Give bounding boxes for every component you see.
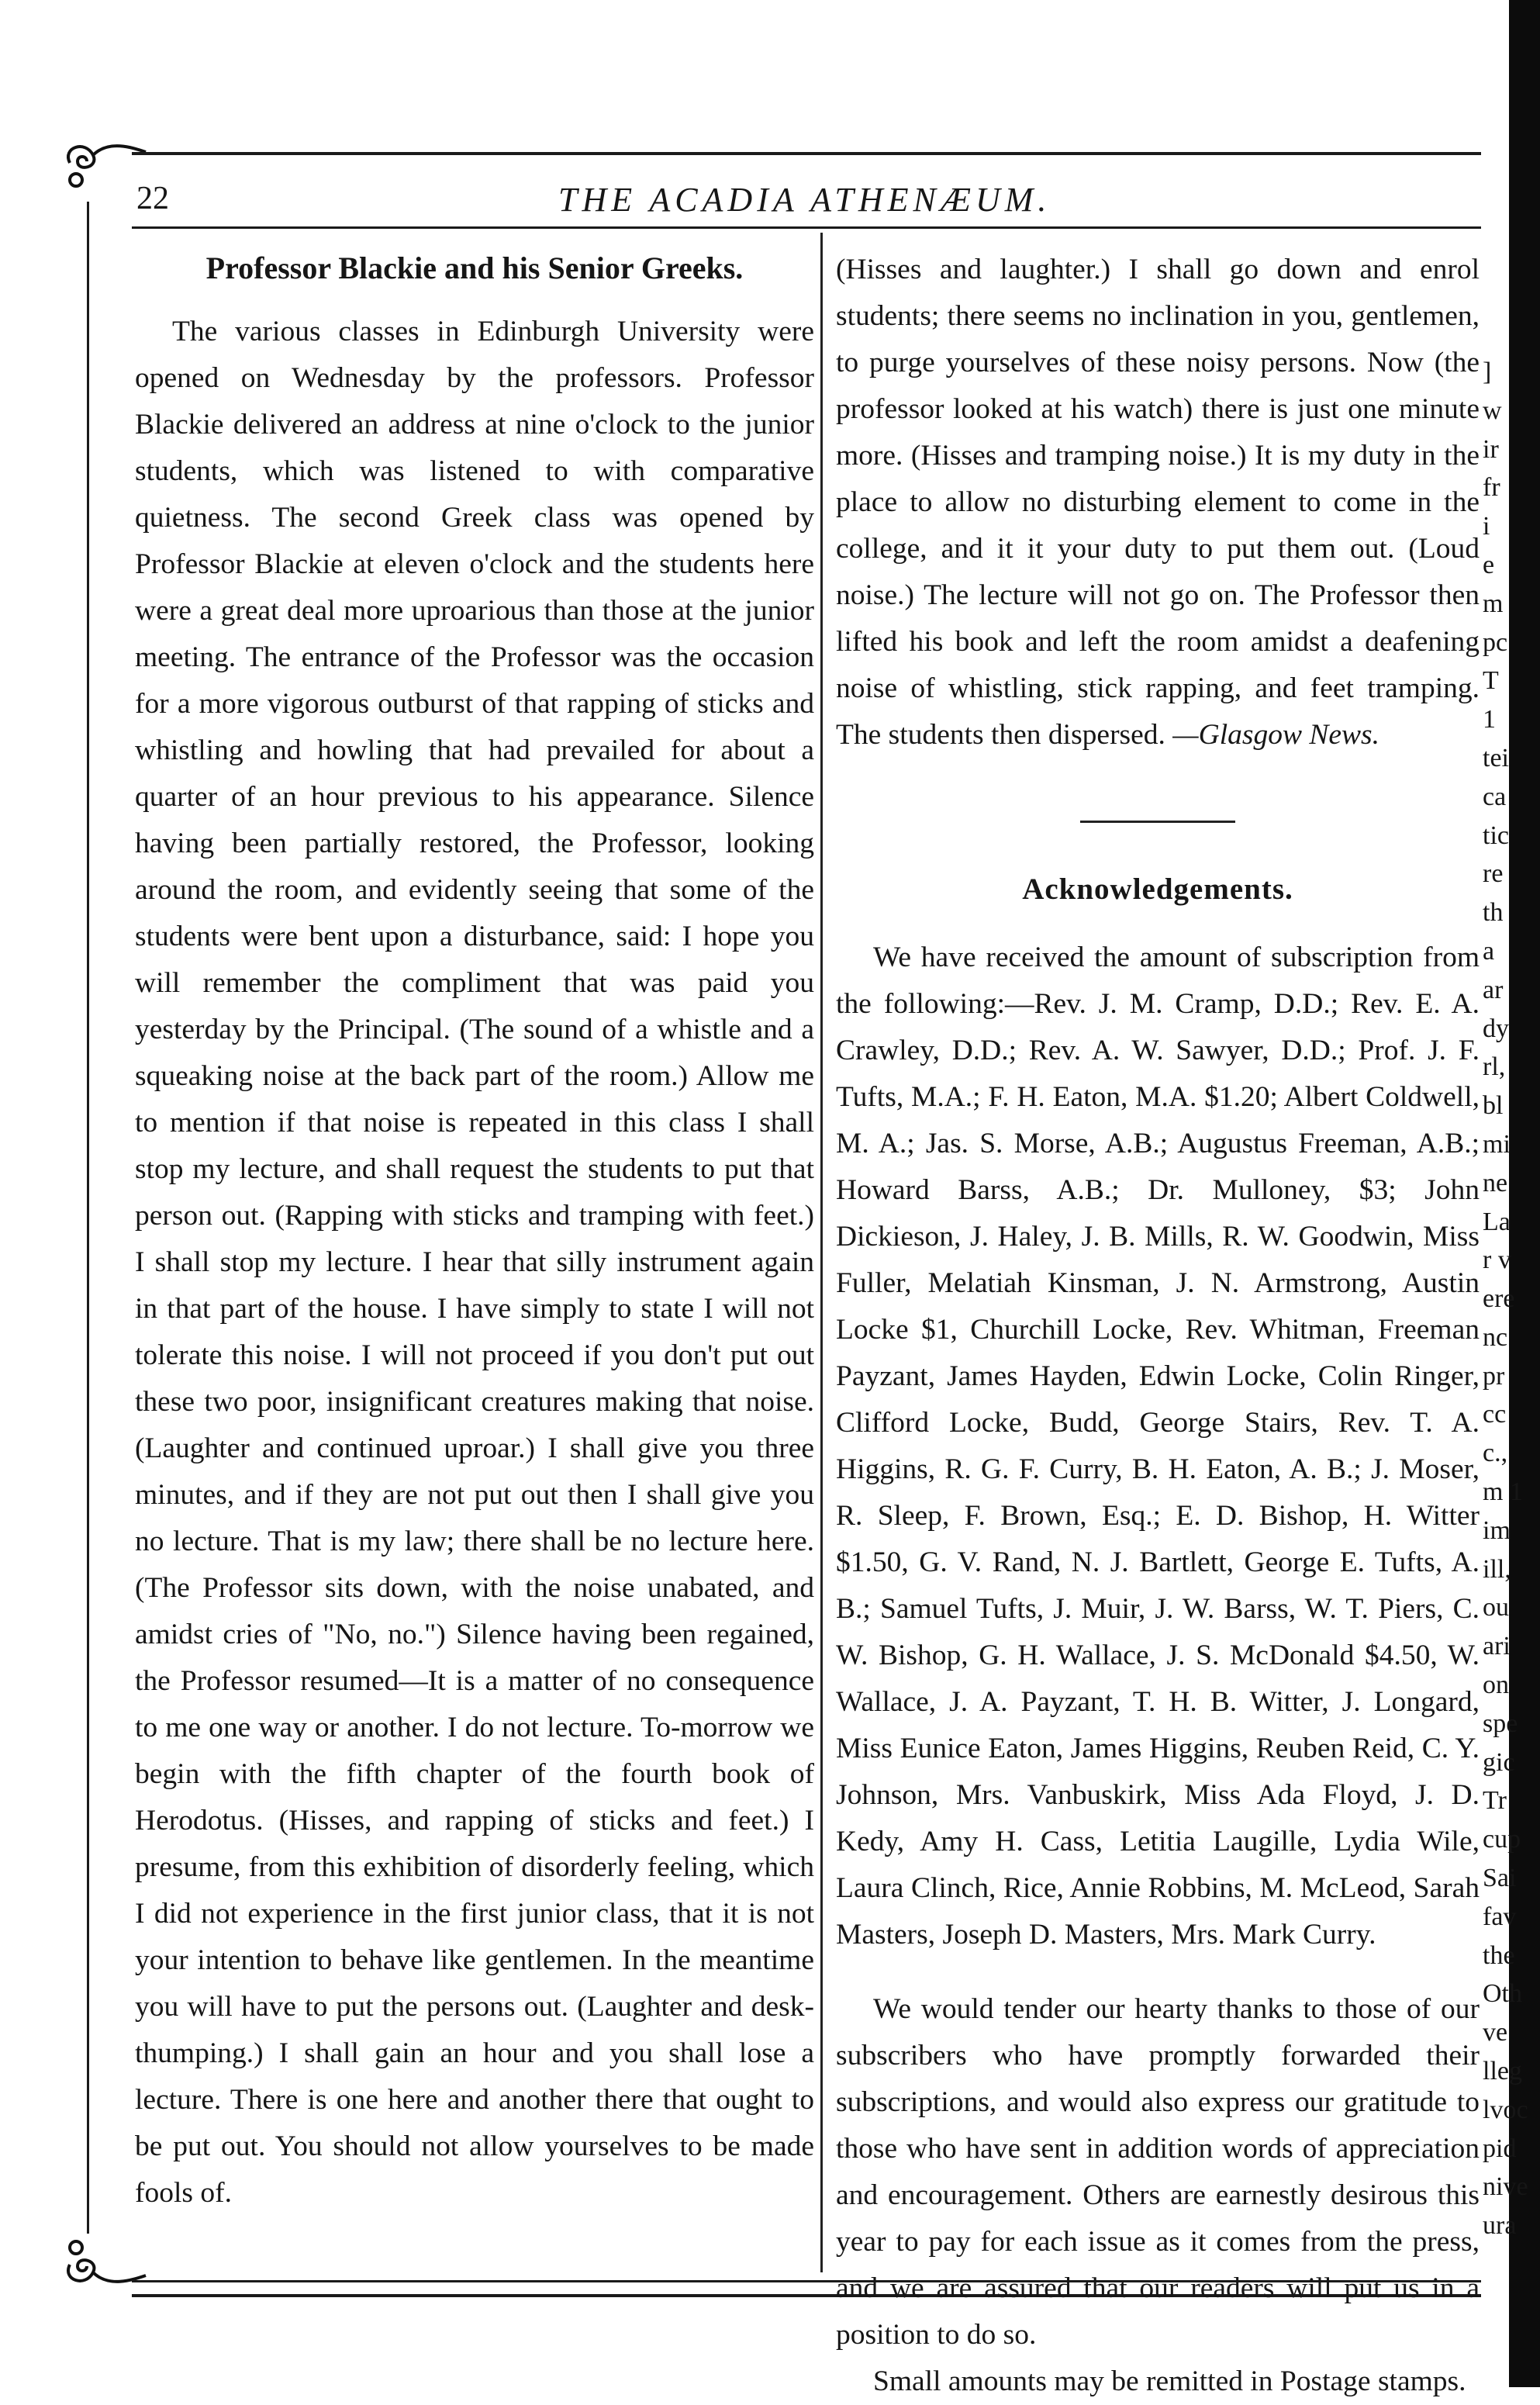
adjacent-page-fragment: cup	[1483, 1825, 1521, 1854]
continuation-text: (Hisses and laughter.) I shall go down and enrol students; there seems no inclination in you, gentlemen, to purge yourselves of these noisy persons. Now (the professor looked at his watch) there is just one minute more. (Hisses and tramping noise.) It is my duty in the place to allow no disturbing element to come in the college, and it it your duty to put them out. (Loud noise.) The lecture will not go on. The Professor then lifted his book and left the room amidst a deafening noise of whistling, stick rapping, and feet tramping. The students then dispersed.	[836, 254, 1480, 751]
adjacent-page-fragment: ere	[1483, 1284, 1515, 1314]
adjacent-page-fragment: Tr	[1483, 1786, 1507, 1816]
adjacent-page-fragment: pc	[1483, 627, 1508, 657]
column-divider	[820, 233, 823, 2272]
adjacent-page-fragment: tic	[1483, 821, 1509, 850]
header-rule-top	[132, 152, 1481, 155]
running-title: THE ACADIA ATHENÆUM.	[558, 181, 1051, 219]
adjacent-page-fragment: ari	[1483, 1632, 1511, 1661]
adjacent-page-fragment: lleg	[1483, 2057, 1522, 2086]
adjacent-page-fragment: on	[1483, 1671, 1509, 1700]
ornament-top-left-icon	[54, 124, 147, 194]
adjacent-page-fragment: w	[1483, 396, 1502, 425]
adjacent-page-fragment: m 1	[1483, 1477, 1523, 1507]
adjacent-page-fragment: the	[1483, 1940, 1515, 1970]
source-credit: —Glasgow News.	[1172, 719, 1380, 751]
left-column	[135, 247, 814, 2217]
section-divider	[1080, 821, 1235, 823]
adjacent-page-fragment: Oth	[1483, 1979, 1522, 2009]
right-column	[836, 247, 1480, 2405]
adjacent-page-fragment: ou	[1483, 1593, 1509, 1622]
adjacent-page-fragment: cc	[1483, 1400, 1507, 1429]
adjacent-page-fragment: nive	[1483, 2172, 1528, 2202]
adjacent-page-fragment: dy	[1483, 1014, 1509, 1043]
small-amounts-note: Small amounts may be remitted in Postage stamps.	[873, 2365, 1466, 2397]
adjacent-page-fragment: th	[1483, 898, 1504, 928]
adjacent-page-fragment: ]	[1483, 358, 1492, 386]
left-border-rule	[87, 202, 89, 2234]
adjacent-page-fragment: ar	[1483, 975, 1504, 1004]
adjacent-page-fragment: fr	[1483, 473, 1500, 503]
thanks-paragraph: We would tender our hearty thanks to those of our subscribers who have promptly forwarded their subscriptions, and would also express our gratitude to those who have sent in addition words of appreciation and encouragement. Others are earnestly desirous this year to pay for each issue as it comes from the press, and we are assured that our readers will put us in a position to do so.	[836, 1993, 1480, 2351]
adjacent-page-fragment: 1	[1483, 705, 1496, 734]
adjacent-page-fragment: mi	[1483, 1129, 1511, 1159]
adjacent-page-fragment: ve	[1483, 2018, 1508, 2047]
page-gutter-shadow	[1509, 0, 1540, 2387]
article-body: The various classes in Edinburgh University were opened on Wednesday by the professors. Professor Blackie delivered an address at nine o'clock to the junior students, which was listened to with comparative quietness. The second Greek class was opened by Professor Blackie at eleven o'clock and the students here were a great deal more uproarious than those at the junior meeting. The entrance of the Professor was the occasion for a more vigorous outburst of that rapping of sticks and whistling and howling that had prevailed for about a quarter of an hour previous to his appearance. Silence having been partially restored, the Professor, looking around the room, and evidently seeing that some of the students were bent upon a disturbance, said: I hope you will remember the compliment that was paid you yesterday by the Principal. (The sound of a whistle and a squeaking noise at the back part of the room.) Allow me to mention if that noise is repeated in this class I shall stop my lecture, and shall request the students to put that person out. (Rapping with sticks and tramping with feet.) I shall stop my lecture. I hear that silly instrument again in that part of the house. I have simply to state I will not tolerate this noise. I will not proceed if you don't put out these two poor, insignificant creatures making that noise. (Laughter and continued uproar.) I shall give you three minutes, and if they are not put out then I shall give you no lecture. That is my law; there shall be no lecture here. (The Professor sits down, with the noise unabated, and amidst cries of "No, no.") Silence having been regained, the Professor resumed—It is a matter of no consequence to me one way or another. I do not lecture. To-morrow we begin with the fifth chapter of the fourth book of Herodotus. (Hisses, and rapping of sticks and feet.) I presume, from this exhibition of disorderly feeling, which I did not experience in the first junior class, that it is not your intention to behave like gentlemen. In the meantime you will have to put the persons out. (Laughter and desk-thumping.) I shall gain an hour and you shall lose a lecture. There is one here and another there that ought to be put out. You should not allow yourselves to be made fools of.	[135, 316, 814, 2209]
adjacent-page-fragment: fav	[1483, 1902, 1517, 1931]
adjacent-page-fragment: tei	[1483, 743, 1509, 772]
adjacent-page-fragment: re	[1483, 859, 1504, 889]
adjacent-page-fragment: gic	[1483, 1747, 1515, 1777]
acknowledgements-heading: Acknowledgements.	[1022, 873, 1293, 906]
adjacent-page-fragment: La	[1483, 1207, 1511, 1236]
header-rule-bottom	[132, 226, 1481, 229]
adjacent-page-fragment: im	[1483, 1515, 1511, 1545]
adjacent-page-fragment: nc	[1483, 1322, 1508, 1352]
adjacent-page-fragment: lvoc	[1483, 2095, 1528, 2124]
ornament-bottom-left-icon	[54, 2234, 147, 2303]
adjacent-page-fragment: r v	[1483, 1246, 1511, 1275]
article-headline: Professor Blackie and his Senior Greeks.	[205, 251, 744, 285]
adjacent-page-fragment: m	[1483, 589, 1504, 618]
adjacent-page-fragment: ne	[1483, 1168, 1508, 1197]
adjacent-page-fragment: pid	[1483, 2134, 1517, 2163]
adjacent-page-fragment: Sai	[1483, 1864, 1517, 1893]
adjacent-page-fragment: ir	[1483, 434, 1499, 464]
adjacent-page-fragment: ca	[1483, 782, 1507, 811]
adjacent-page-fragment: i	[1483, 512, 1490, 541]
adjacent-page-fragment: pr	[1483, 1361, 1505, 1391]
page-number: 22	[136, 181, 169, 216]
adjacent-page-fragment: rl,	[1483, 1052, 1506, 1082]
adjacent-page-fragment: e	[1483, 550, 1495, 579]
article-continuation	[836, 247, 1480, 758]
adjacent-page-fragment: ura	[1483, 2211, 1517, 2241]
adjacent-page-fragment: T	[1483, 666, 1499, 696]
acknowledgements-list: We have received the amount of subscription from the following:—Rev. J. M. Cramp, D.D.; Rev. E. A. Crawley, D.D.; Rev. A. W. Sawyer, D.D.; Prof. J. F. Tufts, M.A.; F. H. Eaton, M.A. $1.20; Albert Coldwell, M. A.; Jas. S. Morse, A.B.; Augustus Freeman, A.B.; Howard Barss, A.B.; Dr. Mulloney, $3; John Dickieson, J. Haley, J. B. Mills, R. W. Goodwin, Miss Fuller, Melatiah Kinsman, J. N. Armstrong, Austin Locke $1, Churchill Locke, Rev. Whitman, Freeman Payzant, James Hayden, Edwin Locke, Colin Ringer, Clifford Locke, Budd, George Stairs, Rev. T. A. Higgins, R. G. F. Curry, B. H. Eaton, A. B.; J. Moser, R. Sleep, F. Brown, Esq.; E. D. Bishop, H. Witter $1.50, G. V. Rand, N. J. Bartlett, George E. Tufts, A. B.; Samuel Tufts, J. Muir, J. W. Barss, W. T. Piers, C. W. Bishop, G. H. Wallace, J. S. McDonald $4.50, W. Wallace, J. A. Payzant, T. H. B. Witter, J. Longard, Miss Eunice Eaton, James Higgins, Reuben Reid, C. Y. Johnson, Mrs. Vanbuskirk, Miss Ada Floyd, J. D. Kedy, Amy H. Cass, Letitia Laugille, Lydia Wile, Laura Clinch, Rice, Annie Robbins, M. McLeod, Sarah Masters, Joseph D. Masters, Mrs. Mark Curry.	[836, 942, 1480, 1951]
adjacent-page-fragment: c.,	[1483, 1439, 1508, 1468]
adjacent-page-fragment: a	[1483, 936, 1495, 966]
adjacent-page-fragment: spe	[1483, 1709, 1518, 1738]
adjacent-page-fragment: ill,	[1483, 1554, 1511, 1584]
adjacent-page-fragment: bl	[1483, 1091, 1504, 1121]
